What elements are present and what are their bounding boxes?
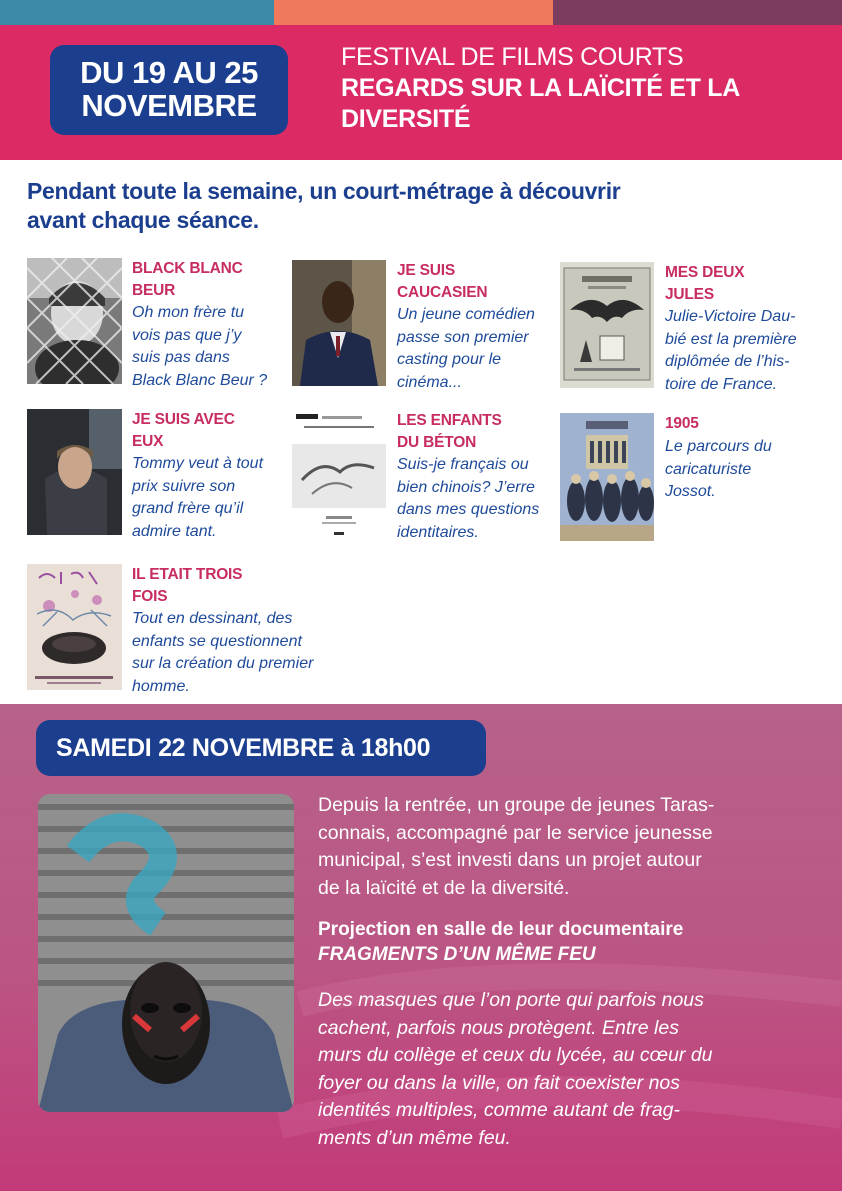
film-description-line: caricaturiste: [665, 460, 752, 478]
film-description: [132, 302, 267, 392]
screening-heading: [318, 917, 818, 967]
film-description-line: Un jeune comédien: [397, 306, 535, 323]
film-title-line: JE SUIS: [397, 262, 456, 279]
film-card-1905: [560, 413, 820, 543]
film-title-line: BEUR: [132, 282, 176, 299]
film-title: [132, 258, 243, 302]
synopsis-line: cachent, parfois nous protègent. Entre les: [318, 1016, 679, 1039]
film-title: [397, 410, 502, 454]
film-title-line: IL ETAIT TROIS: [132, 566, 243, 583]
poster-je-suis-caucasien: [292, 260, 386, 386]
film-description-line: Black Blanc Beur ?: [132, 371, 268, 389]
film-description: [665, 436, 772, 504]
film-description-line: prix suivre son: [132, 477, 236, 495]
documentary-synopsis: [318, 987, 818, 1152]
paragraph-line: municipal, s’est investi dans un projet autour: [318, 849, 702, 871]
film-description: [132, 608, 313, 698]
film-description-line: cinéma...: [397, 373, 462, 391]
date-badge: [50, 45, 288, 135]
date-line-2: NOVEMBRE: [81, 88, 257, 123]
top-bar-segment-plum: [553, 0, 842, 25]
film-description-line: bien chinois? J’erre: [397, 478, 535, 496]
poster-1905: [560, 413, 654, 541]
film-title: [397, 260, 487, 304]
film-card-il-etait-trois-fois: [27, 564, 357, 699]
film-description: [665, 306, 797, 396]
film-description-line: Suis-je français ou: [397, 456, 529, 473]
film-description-line: vois pas que j’y: [132, 326, 242, 344]
documentary-title: FRAGMENTS D’UN MÊME FEU: [318, 944, 596, 965]
saturday-section: [0, 704, 842, 1191]
poster-les-enfants-du-beton: [292, 410, 386, 540]
film-description-line: admire tant.: [132, 522, 217, 540]
intro-line-1: Pendant toute la semaine, un court-métrage à découvrir: [27, 178, 621, 204]
intro-line-2: avant chaque séance.: [27, 207, 259, 233]
synopsis-line: Des masques que l’on porte qui parfois nous: [318, 989, 704, 1011]
date-line-1: DU 19 AU 25: [80, 55, 258, 90]
film-card-je-suis-caucasien: [292, 260, 562, 400]
festival-subtitle: FESTIVAL DE FILMS COURTS: [341, 43, 684, 71]
festival-heading: [341, 42, 811, 135]
top-bar-segment-salmon: [274, 0, 553, 25]
film-title-line: DU BÉTON: [397, 434, 477, 451]
film-card-je-suis-avec-eux: [27, 409, 287, 549]
film-description-line: sur la création du premier: [132, 655, 314, 672]
festival-title-line-2: DIVERSITÉ: [341, 105, 471, 133]
film-description-line: homme.: [132, 677, 190, 695]
film-description: [397, 454, 539, 544]
film-description-line: Tommy veut à tout: [132, 455, 264, 472]
film-description-line: suis pas dans: [132, 349, 230, 366]
film-title: [132, 564, 242, 608]
film-title-line: MES DEUX: [665, 264, 745, 281]
film-title-line: BLACK BLANC: [132, 260, 243, 277]
festival-title-line-1: REGARDS SUR LA LAÏCITÉ ET LA: [341, 74, 741, 102]
poster-mes-deux-jules: [560, 262, 654, 388]
synopsis-line: foyer ou dans la ville, on fait coexister nos: [318, 1071, 681, 1094]
film-description-line: toire de France.: [665, 375, 778, 393]
film-description-line: Tout en dessinant, des: [132, 610, 293, 627]
film-title-line: EUX: [132, 433, 164, 450]
film-title: [665, 262, 744, 306]
film-title-line: JULES: [665, 286, 714, 303]
intro-text: [27, 177, 787, 235]
film-description-line: Jossot.: [665, 483, 716, 500]
film-title-line: FOIS: [132, 588, 168, 605]
film-card-black-blanc-beur: [27, 258, 277, 398]
film-title-line: CAUCASIEN: [397, 284, 488, 301]
film-description: [132, 453, 263, 543]
top-bar-segment-teal: [0, 0, 274, 25]
film-card-mes-deux-jules: [560, 262, 830, 397]
film-title-line: JE SUIS AVEC: [132, 411, 235, 428]
film-description: [397, 304, 535, 394]
film-description-line: enfants se questionnent: [132, 632, 302, 650]
film-description-line: bié est la première: [665, 330, 797, 348]
film-description-line: Julie-Victoire Dau-: [665, 308, 796, 325]
film-description-line: Oh mon frère tu: [132, 304, 245, 321]
film-description-line: diplômée de l’his-: [665, 353, 790, 370]
film-description-line: grand frère qu’il: [132, 500, 244, 517]
film-description-line: dans mes questions: [397, 501, 540, 518]
poster-black-blanc-beur: [27, 258, 122, 384]
film-card-les-enfants-du-beton: [292, 410, 567, 550]
synopsis-line: identités multiples, comme autant de frag-: [318, 1099, 681, 1121]
header-band: [0, 25, 842, 160]
film-description-line: identitaires.: [397, 523, 479, 541]
project-paragraph: [318, 792, 818, 902]
film-title-line: 1905: [665, 415, 699, 432]
screening-heading-line: Projection en salle de leur documentaire: [318, 919, 684, 940]
synopsis-line: murs du collège et ceux du lycée, au cœur du: [318, 1044, 713, 1066]
film-title: [132, 409, 235, 453]
film-title: [665, 413, 699, 435]
poster-je-suis-avec-eux: [27, 409, 122, 535]
saturday-date-badge: SAMEDI 22 NOVEMBRE à 18h00: [36, 720, 486, 776]
film-title-line: LES ENFANTS: [397, 412, 502, 429]
poster-il-etait-trois-fois: [27, 564, 122, 690]
film-description-line: passe son premier: [397, 328, 529, 346]
paragraph-line: connais, accompagné par le service jeunesse: [318, 821, 713, 844]
synopsis-line: ments d’un même feu.: [318, 1126, 511, 1149]
paragraph-line: Depuis la rentrée, un groupe de jeunes Taras-: [318, 794, 715, 816]
film-description-line: Le parcours du: [665, 438, 772, 455]
documentary-photo: [38, 794, 294, 1112]
paragraph-line: de la laïcité et de la diversité.: [318, 876, 570, 899]
film-description-line: casting pour le: [397, 351, 502, 368]
top-color-bar: [0, 0, 842, 25]
